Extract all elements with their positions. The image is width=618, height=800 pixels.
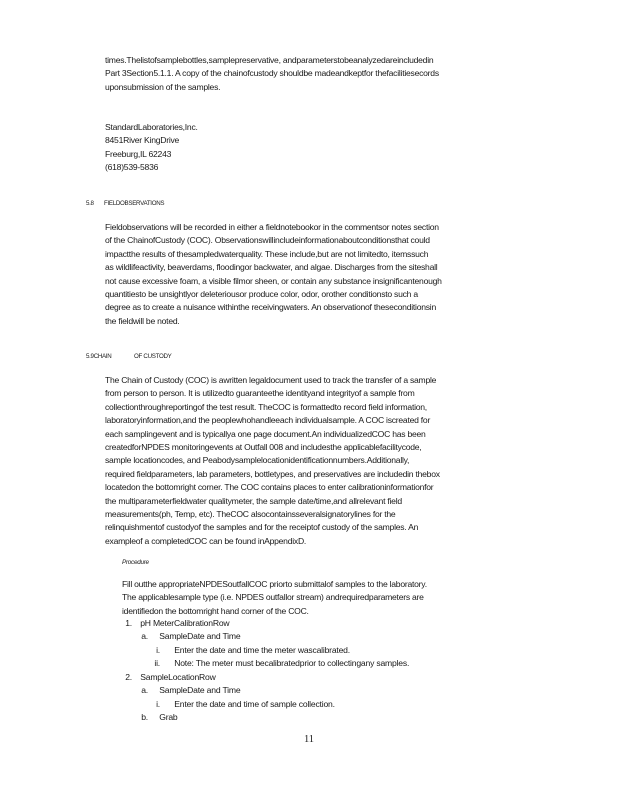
text-line: locatedon the bottomright corner. The COC contains places to enter calibrationinformationfor [105, 482, 434, 493]
list-item [150, 699, 335, 709]
text-line: collectionthroughreportingof the test result. TheCOC is formattedto record field information, [105, 401, 427, 412]
list-item [140, 712, 178, 722]
address-line: 8451River KingDrive [105, 135, 180, 146]
text-line: impactthe results of thesampledwaterquality. These include,but are not limitedto, itemssuch [105, 248, 429, 259]
text-line: quantitiesto be unsightlyor deleteriousor produce color, odor, orother conditionsto such a [105, 289, 418, 300]
text-line: measurements(ph, Temp, etc). TheCOC alsocontainsseveralsignatorylines for the [105, 509, 396, 520]
list-item-text: SampleDate and Time [159, 685, 241, 695]
text-line: Part 3Section5.1.1. A copy of the chainofcustody shouldbe madeandkeptfor thefacilitiesecords [105, 68, 439, 79]
list-marker: ii. [154, 658, 160, 668]
chain-of-custody-paragraph [105, 374, 545, 548]
list-item [122, 672, 216, 682]
list-marker: 2. [125, 672, 132, 682]
text-line: relinquishmentof custodyof the samples and for the receiptof custody of the samples. An [105, 522, 419, 533]
list-item [150, 658, 409, 668]
list-marker: a. [141, 685, 148, 695]
text-line: The Chain of Custody (COC) is awritten legaldocument used to track the transfer of a sample [105, 375, 437, 385]
text-line: identifiedon the bottomright hand corner of the COC. [122, 605, 309, 616]
text-line: laboratoryinformation,and the peoplewhohandleeach individualsample. A COC iscreated for [105, 415, 431, 426]
page-number: 11 [303, 734, 315, 745]
list-item-text: Note: The meter must becalibratedprior to collectingany samples. [174, 658, 410, 668]
list-item-text: Grab [159, 712, 178, 722]
intro-paragraph [105, 54, 545, 94]
section-number: 5.9CHAIN [86, 353, 112, 360]
list-marker: i. [156, 699, 160, 709]
list-item-text: Enter the date and time of sample collection. [174, 699, 335, 709]
text-line: Fill outthe appropriateNPDESoutfallCOC priorto submittalof samples to the laboratory. [122, 579, 427, 589]
list-marker: a. [141, 631, 148, 641]
section-title: OF CUSTODY [134, 353, 172, 360]
list-item-text: Enter the date and time the meter wascalibrated. [174, 645, 350, 655]
text-line: not cause excessive foam, a visible filmor sheen, or contain any substance insignificantenough [105, 275, 442, 286]
list-marker: 1. [125, 618, 132, 628]
list-item-text: SampleDate and Time [159, 631, 241, 641]
address-line: Freeburg,IL 62243 [105, 148, 172, 159]
address-line: (618)539-5836 [105, 162, 159, 173]
text-line: The applicablesample type (i.e. NPDES outfallor stream) andrequiredparameters are [122, 592, 424, 603]
text-line: times.Thelistofsamplebottles,samplepreservative, andparameterstobeanalyzedareincludedin [105, 55, 434, 65]
text-line: degree as to create a nuisance withinthe receivingwaters. An observationof theseconditionsin [105, 302, 436, 313]
list-item [150, 645, 350, 655]
lab-address [105, 121, 545, 175]
list-item [122, 618, 229, 628]
text-line: the fieldwill be noted. [105, 315, 180, 326]
text-line: exampleof a completedCOC can be found inAppendixD. [105, 535, 307, 546]
section-number: 5.8 [86, 200, 94, 207]
section-title: FIELDOBSERVATIONS [104, 200, 165, 207]
list-item-text: SampleLocationRow [140, 672, 216, 682]
field-observations-paragraph [105, 221, 545, 328]
list-marker: i. [156, 645, 160, 655]
procedure-heading: Procedure [122, 559, 149, 566]
text-line: sample locationcodes, and Peabodysamplelocationidentificationnumbers.Additionally, [105, 455, 410, 466]
text-line: required fieldparameters, lab parameters, bottletypes, and preservatives are includedin thebox [105, 468, 440, 479]
list-item [140, 631, 240, 641]
text-line: uponsubmission of the samples. [105, 81, 221, 92]
text-line: the multiparameterfieldwater qualitymeter, the sample date/time,and allrelevant field [105, 495, 402, 506]
text-line: each samplingevent and is typicallya one page document.An individualizedCOC has been [105, 428, 426, 439]
address-line: StandardLaboratories,Inc. [105, 122, 198, 132]
list-item-text: pH MeterCalibrationRow [140, 618, 230, 628]
list-item [140, 685, 240, 695]
list-marker: b. [141, 712, 148, 722]
text-line: createdforNPDES monitoringevents at Outfall 008 and includesthe applicablefacilitycode, [105, 442, 422, 453]
text-line: Fieldobservations will be recorded in either a fieldnotebookor in the commentsor notes section [105, 222, 439, 232]
text-line: as wildlifeactivity, beaverdams, floodingor backwater, and algae. Discharges from the siteshall [105, 262, 438, 273]
procedure-intro [122, 578, 542, 618]
text-line: from person to person. It is utilizedto guaranteethe identityand integrityof a sample from [105, 388, 415, 399]
text-line: of the ChainofCustody (COC). Observationswillincludeinformationaboutconditionsthat could [105, 235, 430, 246]
